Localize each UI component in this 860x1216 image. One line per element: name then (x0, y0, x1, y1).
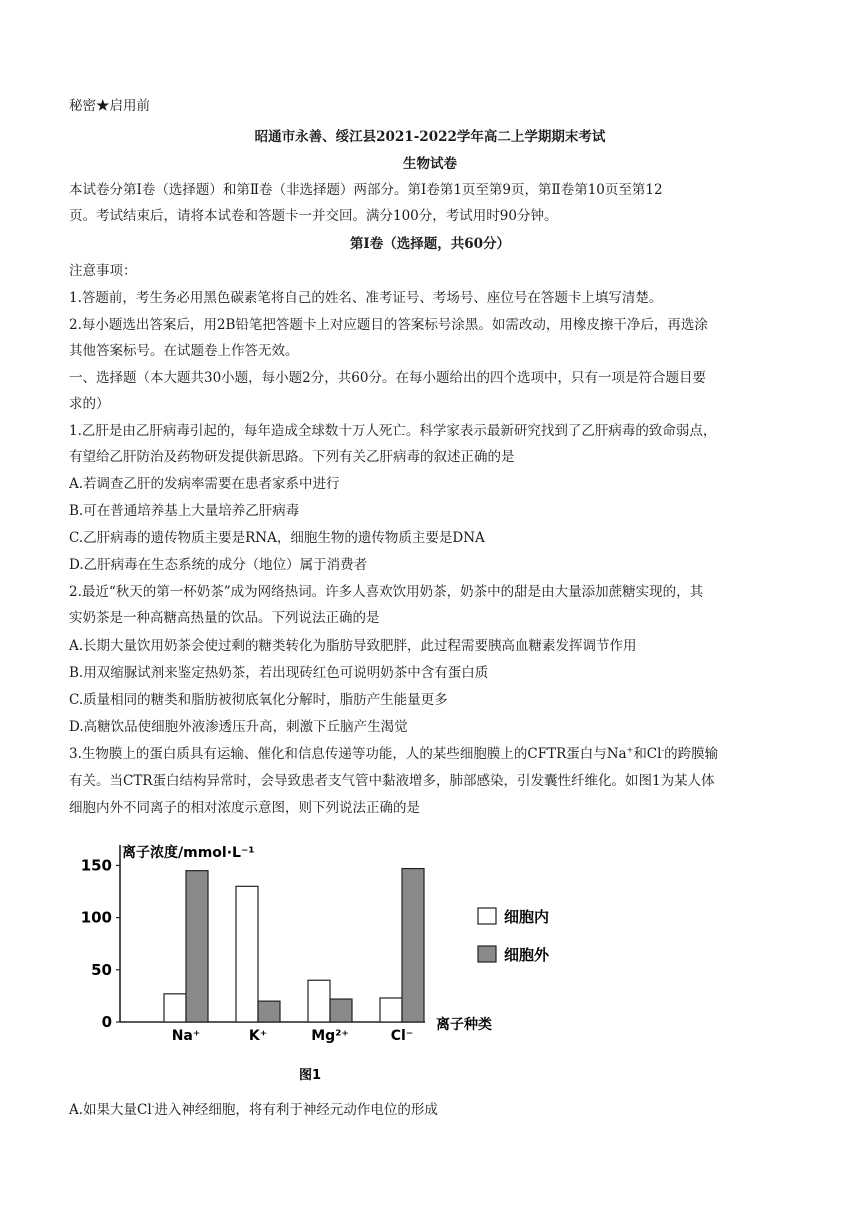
chart-category-label: Cl⁻ (390, 1028, 414, 1044)
part-1-line-1: 一、选择题（本大题共30小题，每小题2分，共60分。在每小题给出的四个选项中，只有一项是符合题目要 (69, 370, 706, 386)
q2-stem-line-1: 2.最近“秋天的第一杯奶茶”成为网络热词。许多人喜欢饮用奶茶，奶茶中的甜是由大量添加蔗糖实现的，其 (69, 584, 704, 600)
section-1-title: 第Ⅰ卷（选择题，共60分） (349, 236, 511, 252)
chart-y-tick-label: 150 (80, 856, 112, 875)
chart-x-axis-label: 离子种类 (436, 1017, 492, 1033)
legend-swatch (478, 946, 496, 962)
legend-label: 细胞外 (504, 946, 550, 964)
q3-option-a-sup: - (151, 1101, 155, 1111)
chart-bar-inside (236, 886, 258, 1022)
exam-title: 昭通市永善、绥江县2021-2022学年高二上学期期末考试 (254, 129, 606, 145)
chart-y-tick-label: 50 (91, 960, 112, 979)
chart-y-tick-label: 100 (80, 908, 112, 927)
chart-bar-inside (308, 980, 330, 1022)
legend-label: 细胞内 (504, 908, 550, 926)
q2-option-b: B.用双缩脲试剂来鉴定热奶茶，若出现砖红色可说明奶茶中含有蛋白质 (69, 665, 489, 681)
chart-category-label: Na⁺ (171, 1028, 201, 1044)
chart-bar-outside (330, 999, 352, 1022)
chart-bar-inside (164, 994, 186, 1022)
q1-stem-line-1: 1.乙肝是由乙肝病毒引起的，每年造成全球数十万人死亡。科学家表示最新研究找到了乙肝病毒的致命弱点， (69, 423, 717, 439)
q3-option-a-text-2: 进入神经细胞，将有利于神经元动作电位的形成 (154, 1102, 438, 1118)
secret-label: 秘密★启用前 (69, 98, 150, 114)
q1-option-a: A.若调查乙肝的发病率需要在患者家系中进行 (69, 476, 340, 492)
q1-stem-line-2: 有望给乙肝防治及药物研发提供新思路。下列有关乙肝病毒的叙述正确的是 (69, 449, 515, 465)
q1-option-b: B.可在普通培养基上大量培养乙肝病毒 (69, 503, 300, 519)
q3-stem-text-a: 3.生物膜上的蛋白质具有运输、催化和信息传递等功能，人的某些细胞膜上的CFTR蛋白与Na (69, 746, 627, 762)
q3-option-a (69, 1100, 438, 1120)
chart-caption: 图1 (298, 1068, 322, 1083)
q3-stem-line-3: 细胞内外不同离子的相对浓度示意图，则下列说法正确的是 (69, 800, 420, 816)
q2-option-c: C.质量相同的糖类和脂肪被彻底氧化分解时，脂肪产生能量更多 (69, 692, 448, 708)
exam-subject: 生物试卷 (403, 156, 457, 172)
q3-stem-sup-1: + (626, 745, 634, 755)
q3-stem-text-c: 的跨膜输 (664, 746, 719, 762)
q1-option-d: D.乙肝病毒在生态系统的成分（地位）属于消费者 (69, 557, 368, 573)
note-2-line-2: 其他答案标号。在试题卷上作答无效。 (69, 343, 299, 359)
chart-y-axis-label: 离子浓度/mmol·L⁻¹ (122, 845, 255, 861)
q3-stem-line-2: 有关。当CTR蛋白结构异常时，会导致患者支气管中黏液增多，肺部感染，引发囊性纤维化。如图1为某人体 (69, 773, 715, 789)
note-2-line-1: 2.每小题选出答案后，用2B铅笔把答题卡上对应题目的答案标号涂黑。如需改动，用橡皮擦干净后，再选涂 (69, 317, 708, 333)
q2-option-a: A.长期大量饮用奶茶会使过剩的糖类转化为脂肪导致肥胖，此过程需要胰高血糖素发挥调节作用 (69, 638, 637, 654)
notes-heading: 注意事项： (69, 263, 137, 279)
q3-stem-text-b: 和Cl (633, 746, 662, 762)
q3-stem-line-1 (69, 744, 718, 764)
chart-bar-outside (258, 1001, 280, 1022)
q3-stem-sup-2: - (661, 745, 665, 755)
q3-option-a-text-1: A.如果大量Cl (69, 1102, 152, 1118)
note-1: 1.答题前，考生务必用黑色碳素笔将自己的姓名、准考证号、考场号、座位号在答题卡上填写清楚。 (69, 290, 663, 306)
ion-concentration-chart (80, 835, 600, 1095)
chart-category-label: K⁺ (248, 1028, 268, 1044)
intro-line-1: 本试卷分第Ⅰ卷（选择题）和第Ⅱ卷（非选择题）两部分。第Ⅰ卷第1页至第9页，第Ⅱ卷第10页至第12 (69, 182, 663, 198)
chart-bar-inside (380, 998, 402, 1022)
legend-swatch (478, 908, 496, 924)
chart-y-tick-label: 0 (101, 1013, 112, 1031)
q1-option-c: C.乙肝病毒的遗传物质主要是RNA，细胞生物的遗传物质主要是DNA (69, 530, 485, 546)
q2-option-d: D.高糖饮品使细胞外液渗透压升高，刺激下丘脑产生渴觉 (69, 719, 408, 735)
chart-bar-outside (402, 869, 424, 1022)
chart-bar-outside (186, 871, 208, 1022)
part-1-line-2: 求的） (69, 396, 110, 412)
q2-stem-line-2: 实奶茶是一种高糖高热量的饮品。下列说法正确的是 (69, 610, 380, 626)
chart-category-label: Mg²⁺ (311, 1028, 349, 1044)
intro-line-2: 页。考试结束后，请将本试卷和答题卡一并交回。满分100分，考试用时90分钟。 (69, 208, 558, 224)
